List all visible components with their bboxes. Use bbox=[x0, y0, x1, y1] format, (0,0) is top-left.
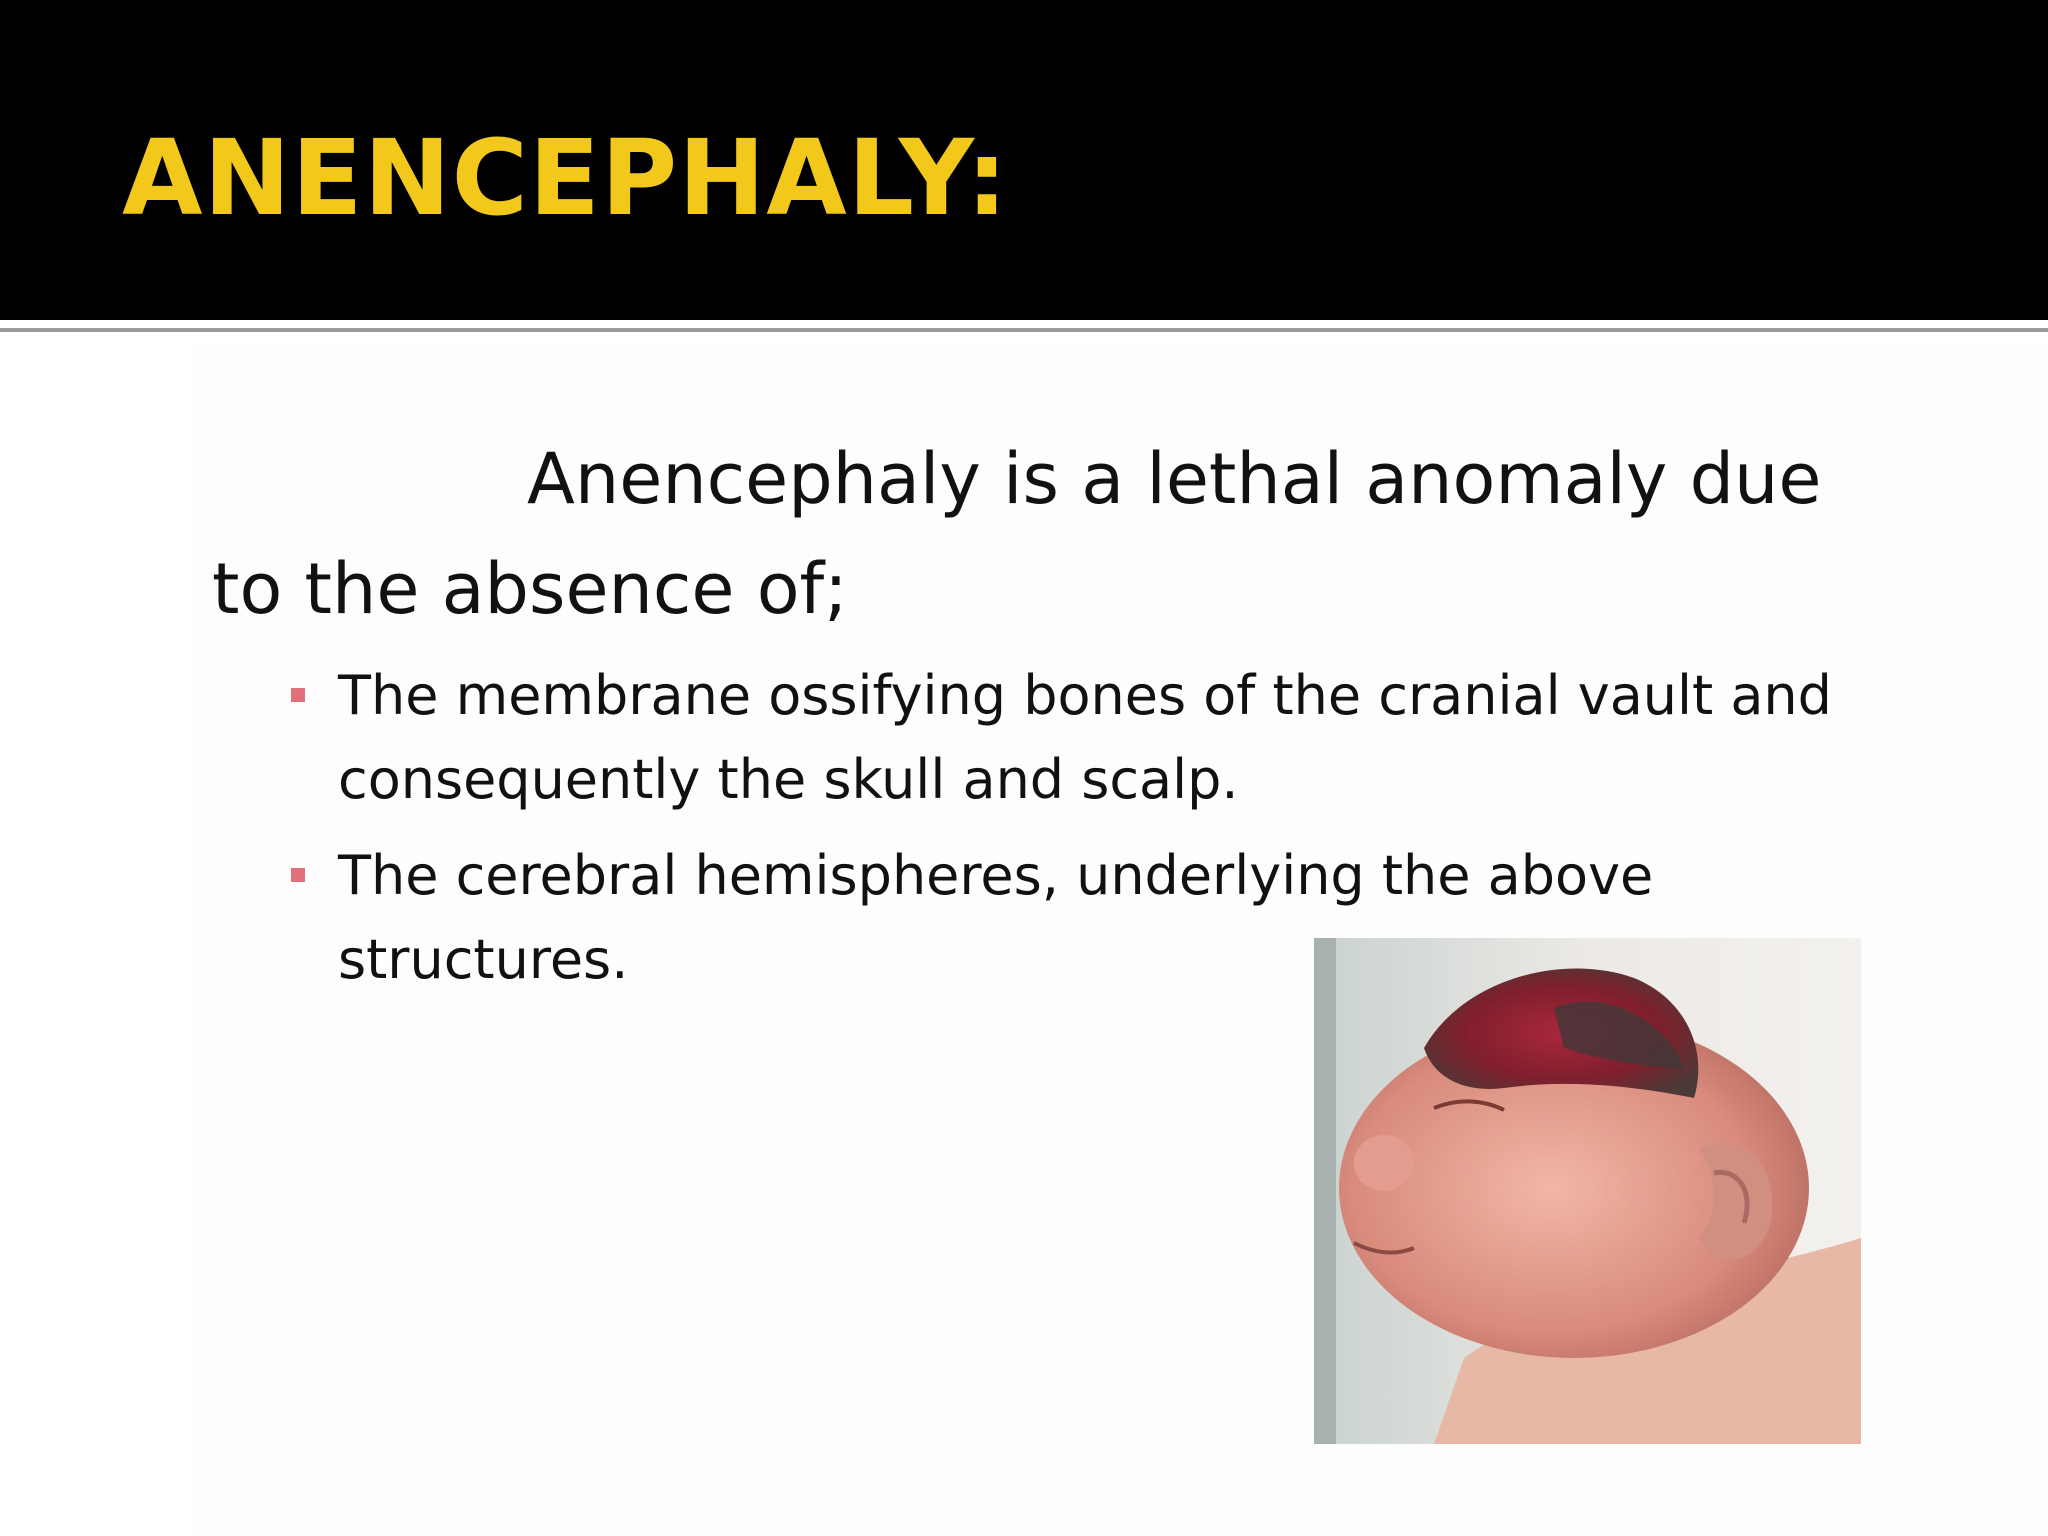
square-bullet-icon bbox=[291, 868, 305, 882]
slide-title: ANENCEPHALY: bbox=[122, 117, 1009, 239]
divider-shadow-rule bbox=[0, 328, 2048, 332]
bullet-item bbox=[288, 654, 1908, 822]
clinical-photo bbox=[1314, 938, 1861, 1444]
square-bullet-icon bbox=[291, 688, 305, 702]
intro-text: Anencephaly is a lethal anomaly due to the absence of; bbox=[212, 438, 1822, 630]
bullet-text: The membrane ossifying bones of the cranial vault and consequently the skull and scalp. bbox=[338, 664, 1832, 811]
divider-rule bbox=[0, 320, 2048, 328]
bullet-text: The cerebral hemispheres, underlying the above structures. bbox=[338, 844, 1654, 991]
